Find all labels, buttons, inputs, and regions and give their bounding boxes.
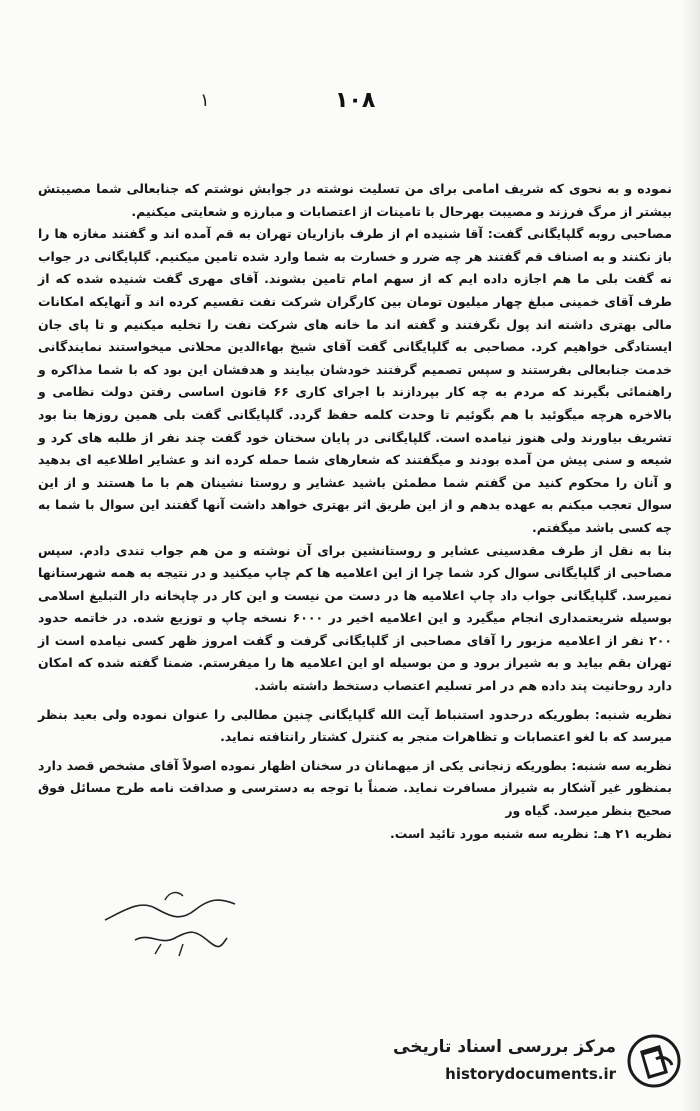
page-number: ۱۰۸ bbox=[335, 88, 376, 113]
archive-logo bbox=[393, 1033, 682, 1093]
corner-mark: ۱ bbox=[200, 90, 210, 111]
paragraph-3: بنا به نقل از طرف مقدسینی عشایر و روستانشین برای آن نوشته و من هم جواب تندی دادم. سپس مصاحبی از گلپایگانی سوال کرد شما چرا از این اعلامیه ها کم چاپ میکنید و در نتیجه به همه شهرستانها نمیرسد. گلپایگانی جواب داد چاپ اعلامیه ها در دست من نیست و این کار در چاپخانه دار التبلیغ اسلامی بوسیله شریعتمداری انجام میگیرد و این اعلامیه اخیر در ۶۰۰۰ نسخه چاپ و توزیع شده. در خاتمه حدود ۲۰۰ نفر از اعلامیه مزبور را آقای مصاحبی از گلپایگانی گرفت و گفت امروز ظهر کسی نیامده است از تهران بقم بیاید و به شیراز برود و من بوسیله او این اعلامیه ها را میفرستم. ضمنا گفته شده که امکان دارد روحانیت پند داده هم در امر تسلیم اعتصاب دستخط داشته باشد. bbox=[38, 542, 672, 694]
paragraph-analysis-1: نظریه شنبه: بطوریکه درحدود استنباط آیت الله گلپایگانی چنین مطالبی را عنوان نموده ولی بعید بنظر میرسد که با لغو اعتصابات و تظاهرات منجر به کنترل کشتار رانتافته نماید. bbox=[38, 706, 672, 745]
archive-emblem-icon bbox=[626, 1033, 682, 1089]
document-body bbox=[38, 178, 672, 845]
paragraph-analysis-2: نظریه سه شنبه: بطوریکه زنجانی یکی از میهمانان در سخنان اظهار نموده اصولاً آقای مشخص قصد دارد بمنظور غیر آشکار به شیراز مسافرت نماید. ضمناً با توجه به دسترسی و صداقت نامه طرح مسائل فوق صحیح بنظر میرسد. گیاه ور bbox=[38, 757, 672, 819]
page-edge-shadow bbox=[682, 0, 700, 1111]
paragraph-2: مصاحبی روبه گلپایگانی گفت: آقا شنیده ام از طرف بازاریان تهران به قم آمده اند و گفتند مغازه ها را باز نکنند و به اصناف قم گفتند هر چه ضرر و خسارت به شما وارد شده تامین میکنیم. گلپایگانی در جواب نه گفت بلی ما هم اجازه داده ایم که از سهم امام تامین بشوند. آقای مهری گفت شنیده شده که از طرف آقای خمینی مبلغ چهار میلیون تومان بین کارگران شرکت نفت تقسیم کرده اند و آنهایکه امکانات مالی بهتری داشته اند پول نگرفتند و گفته اند ما خانه های شرکت نفت را تخلیه میکنیم و تا پای جان ایستادگی خواهیم کرد. مصاحبی به گلپایگانی گفت آقای شیخ بهاءالدین محلاتی میخواستند نمایندگانی خدمت جنابعالی بفرستند و سپس تصمیم گرفتند خودشان بیایند و هدفشان این بود که با شما مذاکره و راهنمائی بگیرند که مردم به چه کار بپردازند با اجرای کاری ۶۶ قانون اساسی رفتن دولت نظامی و بالاخره هرچه میگوئید با هم بگوئیم تا وحدت کلمه حفظ گردد. گلپایگانی گفت بلی همین روزها بنا بود تشریف بیاورند ولی هنوز نیامده است. گلپایگانی در پایان سخنان خود گفت چند نفر از طلبه های کرد و شیعه و سنی پیش من آمده بودند و میگفتند که شعارهای شما حمله کرده اند و عشایر اطلاعیه ای بدهید و آنان را محکوم کنید من گفتم شما مطمئن باشید عشایر و روستا نشینان هم با ما هستند و از این سوال تعجب میکنم به عهده بدهم و از این طریق اثر بهتری خواهد داشت آنها گفتند این سوال با شما به چه کسی باشد میگفتم. bbox=[38, 226, 672, 535]
archive-url: historydocuments.ir bbox=[445, 1065, 616, 1083]
paragraph-analysis-3: نظریه ۲۱ هـ: نظریه سه شنبه مورد تائید است. bbox=[390, 825, 672, 841]
archive-title: مرکز بررسی اسناد تاریخی bbox=[393, 1037, 616, 1057]
signature-drawing bbox=[95, 880, 255, 970]
handwritten-signature bbox=[95, 880, 255, 970]
paragraph-1: نموده و به نحوی که شریف امامی برای من تسلیت نوشته در جوابش نوشتم که جنابعالی شما مصیبتش بیشتر از مرگ فرزند و مصیبت بهرحال با تامینات از اعتصابات و مبارزه و شعایتی میکنیم. bbox=[38, 181, 672, 219]
